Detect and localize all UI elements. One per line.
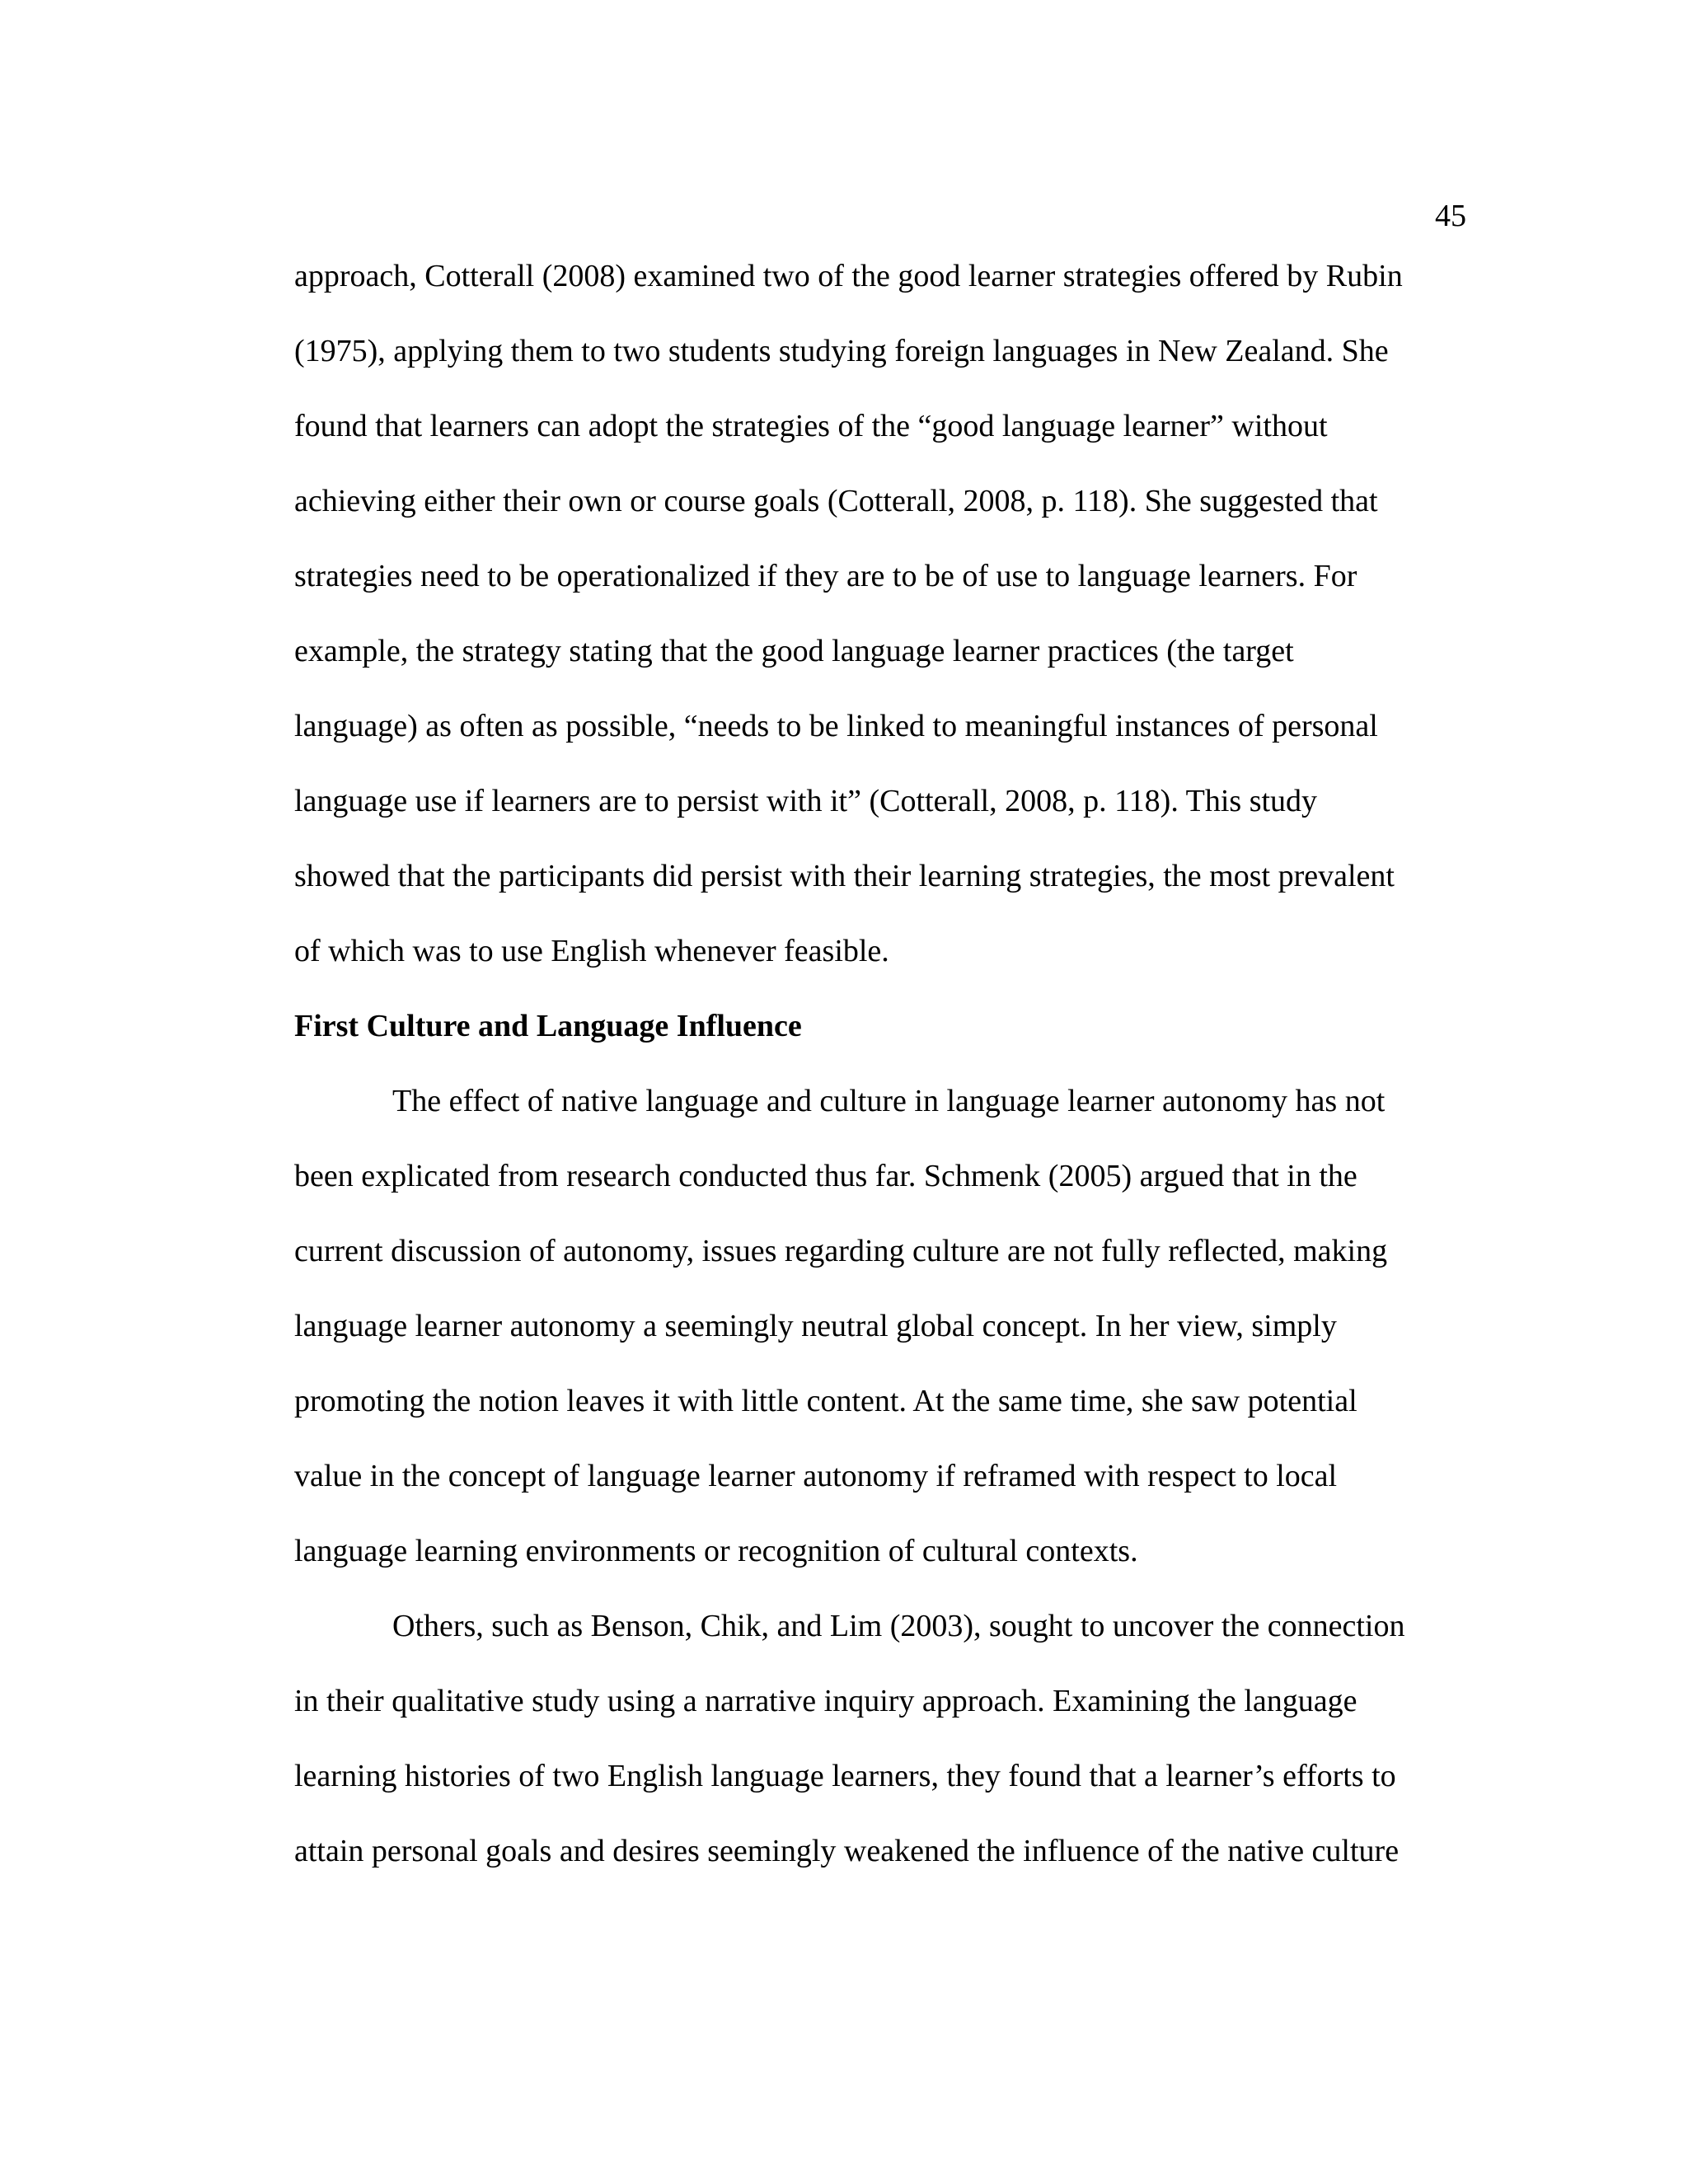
text-line: language) as often as possible, “needs to be linked to meaningful instances of personal [294,709,1378,743]
paragraph-continuation [294,251,1448,1001]
text-line: language learner autonomy a seemingly neutral global concept. In her view, simply [294,1309,1337,1343]
text-line: value in the concept of language learner autonomy if reframed with respect to local [294,1459,1338,1493]
paragraph-benson [294,1601,1448,1901]
text-line: (1975), applying them to two students studying foreign languages in New Zealand. She [294,334,1389,368]
text-line: The effect of native language and culture in language learner autonomy has not [392,1084,1386,1118]
text-line: in their qualitative study using a narrative inquiry approach. Examining the language [294,1684,1357,1718]
text-line: approach, Cotterall (2008) examined two of the good learner strategies offered by Rubin [294,259,1403,293]
page-number: 45 [1435,199,1466,233]
text-line: found that learners can adopt the strategies of the “good language learner” without [294,409,1328,443]
text-line: attain personal goals and desires seemingly weakened the influence of the native culture [294,1834,1400,1868]
text-line: learning histories of two English language learners, they found that a learner’s efforts to [294,1759,1396,1793]
text-line: example, the strategy stating that the good language learner practices (the target [294,634,1294,668]
section-heading: First Culture and Language Influence [294,1009,802,1043]
document-body [294,251,1448,1901]
paragraph-schmenk [294,1076,1448,1601]
text-line: of which was to use English whenever feasible. [294,934,889,968]
text-line: strategies need to be operationalized if they are to be of use to language learners. For [294,559,1357,593]
text-line: current discussion of autonomy, issues regarding culture are not fully reflected, making [294,1234,1388,1268]
text-line: been explicated from research conducted thus far. Schmenk (2005) argued that in the [294,1159,1357,1193]
text-line: language learning environments or recognition of cultural contexts. [294,1534,1138,1568]
text-line: showed that the participants did persist with their learning strategies, the most prevalent [294,859,1395,893]
text-line: language use if learners are to persist with it” (Cotterall, 2008, p. 118). This study [294,784,1318,818]
text-line: Others, such as Benson, Chik, and Lim (2003), sought to uncover the connection [392,1609,1405,1643]
text-line: promoting the notion leaves it with little content. At the same time, she saw potential [294,1384,1357,1418]
text-line: achieving either their own or course goals (Cotterall, 2008, p. 118). She suggested that [294,484,1378,518]
